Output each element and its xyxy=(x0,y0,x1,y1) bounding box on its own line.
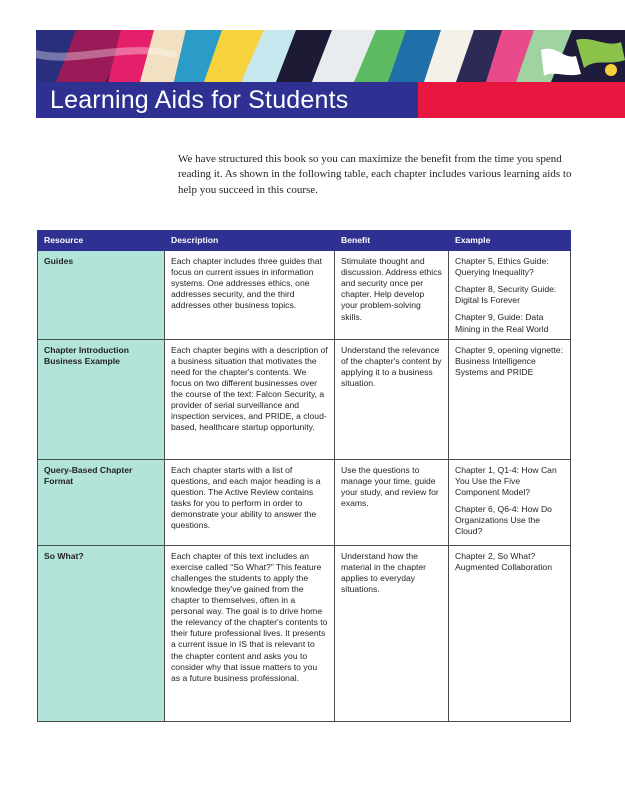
table-header-row xyxy=(38,231,571,251)
resource-cell: Query-Based Chapter Format xyxy=(38,459,165,545)
example-item: Chapter 9, opening vignette: Business Intelligence Systems and PRIDE xyxy=(455,344,563,377)
example-item: Chapter 9, Guide: Data Mining in the Real World xyxy=(455,312,549,334)
description-cell: Each chapter includes three guides that focus on current issues in information systems. One addresses ethics, one addresses security, and the third addresses other business topics. xyxy=(165,251,335,340)
description-cell: Each chapter starts with a list of questions, and each major heading is a question. The Active Review contains tasks for you to perform in order to demonstrate your ability to answer the questions. xyxy=(165,459,335,545)
benefit-cell: Understand the relevance of the chapter's content by applying it to a business situation. xyxy=(335,339,449,459)
example-item: Chapter 5, Ethics Guide: Querying Inequality? xyxy=(455,256,549,278)
benefit-cell: Use the questions to manage your time, guide your study, and review for exams. xyxy=(335,459,449,545)
header-resource: Resource xyxy=(38,231,165,251)
title-accent-bar xyxy=(418,82,625,118)
decorative-banner-art xyxy=(36,30,625,82)
benefit-cell: Stimulate thought and discussion. Address ethics and security once per chapter. Help develop your problem-solving skills. xyxy=(335,251,449,340)
example-cell xyxy=(449,251,571,340)
table-row xyxy=(38,339,571,459)
learning-aids-table xyxy=(37,230,571,722)
header-benefit: Benefit xyxy=(335,231,449,251)
table-row xyxy=(38,545,571,721)
description-cell: Each chapter begins with a description of a business situation that motivates the need for the chapter's contents. We focus on two different businesses over the course of the text: Falcon Security, a provider of serial surveillance and inspection services, and PRIDE, a cloud-based, healthcare startup opportunity. xyxy=(165,339,335,459)
example-item: Chapter 8, Security Guide: Digital Is Forever xyxy=(455,284,557,306)
header-description: Description xyxy=(165,231,335,251)
benefit-cell: Understand how the material in the chapter applies to everyday situations. xyxy=(335,545,449,721)
paint-streaks-graphic xyxy=(36,30,625,82)
example-item: Chapter 1, Q1-4: How Can You Use the Five Component Model? xyxy=(455,464,557,497)
header-example: Example xyxy=(449,231,571,251)
example-cell xyxy=(449,339,571,459)
page-title: Learning Aids for Students xyxy=(50,86,349,114)
example-cell xyxy=(449,459,571,545)
table-row xyxy=(38,251,571,340)
resource-cell: Guides xyxy=(38,251,165,340)
example-cell xyxy=(449,545,571,721)
description-cell: Each chapter of this text includes an exercise called “So What?” This feature challenges the students to apply the knowledge they've gained from the chapter to themselves, often in a personal way. The goal is to drive home the relevancy of the chapter's contents to their future professional lives. It presents a current issue in IS that is relevant to the chapter content and asks you to consider why that issue matters to you as a future business professional. xyxy=(165,545,335,721)
example-item: Chapter 6, Q6-4: How Do Organizations Use the Cloud? xyxy=(455,503,552,537)
table-row xyxy=(38,459,571,545)
intro-paragraph: We have structured this book so you can maximize the benefit from the time you spend reading it. As shown in the following table, each chapter includes various learning aids to help you succeed in this course. xyxy=(178,153,572,196)
example-item: Chapter 2, So What? Augmented Collaboration xyxy=(455,550,552,572)
resource-cell: Chapter Introduction Business Example xyxy=(38,339,165,459)
resource-cell: So What? xyxy=(38,545,165,721)
